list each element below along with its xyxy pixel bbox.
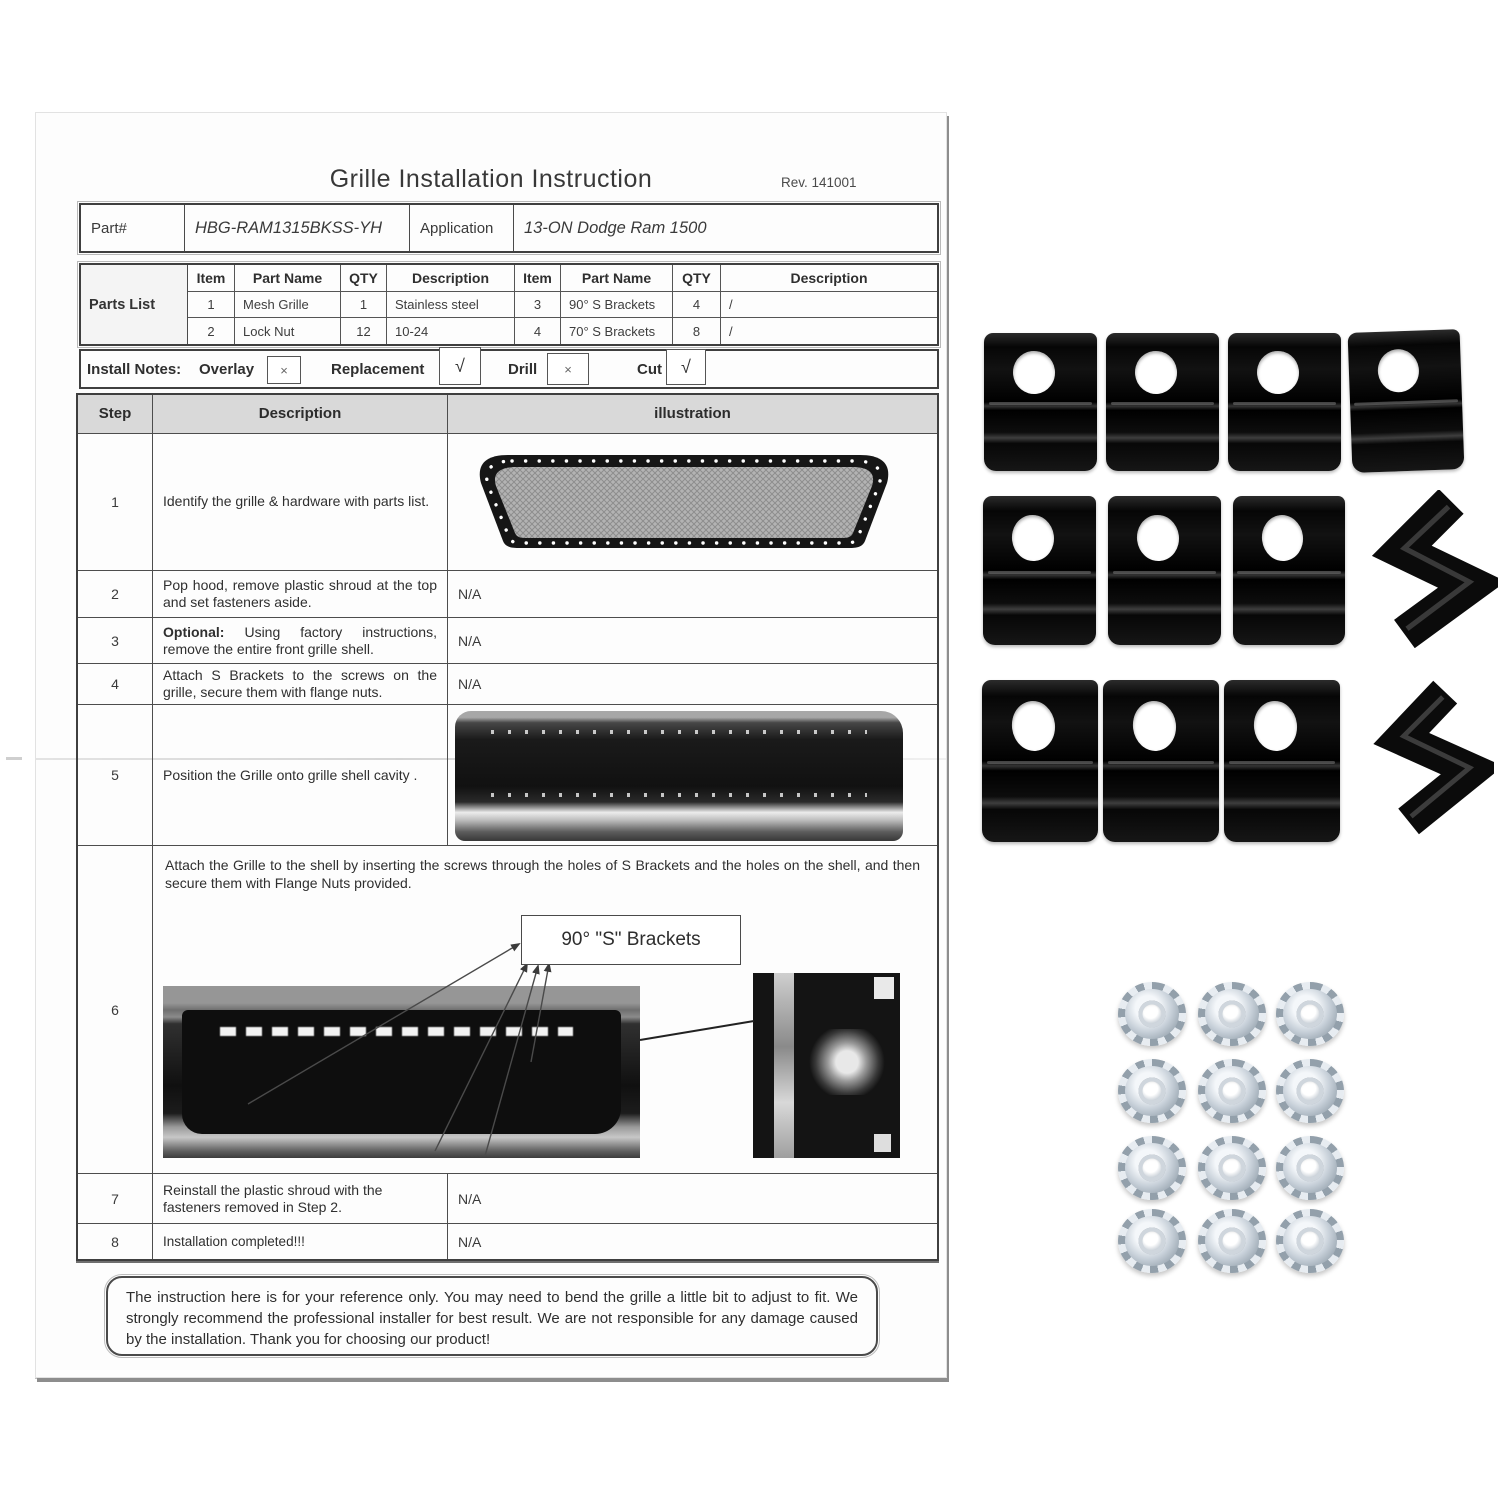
s-bracket-clip — [1103, 680, 1219, 842]
part-qty: 4 — [673, 292, 721, 318]
step-number: 2 — [78, 571, 153, 618]
part-application-table — [79, 203, 939, 253]
bracket-closeup-photo — [753, 973, 900, 1158]
step-illustration — [448, 705, 937, 845]
step-description: Position the Grille onto grille shell cavity . — [153, 705, 448, 845]
step-description: Attach the Grille to the shell by inserting the screws through the holes of S Brackets and the holes on the shell, and then secure them with Flange Nuts provided. — [165, 857, 920, 892]
lock-nut — [1276, 1059, 1344, 1123]
disclaimer-text: The instruction here is for your reference only. You may need to bend the grille a little bit to adjust to fit. We strongly recommend the professional installer for best result. We are not responsible for any damage caused by the installation. Thank you for choosing our product! — [126, 1289, 858, 1348]
replacement-mark: √ — [455, 355, 465, 376]
cut-checkbox — [666, 349, 706, 385]
s-bracket-clip — [984, 333, 1097, 471]
part-name: Lock Nut — [235, 318, 341, 344]
s-bracket-clip — [1233, 496, 1345, 645]
step-description: Pop hood, remove plastic shroud at the top and set fasteners aside. — [153, 571, 448, 618]
lock-nut — [1118, 1209, 1186, 1273]
application-label: Application — [410, 205, 514, 251]
step-number: 8 — [78, 1224, 153, 1259]
revision-label: Rev. 141001 — [781, 175, 857, 190]
part-qty: 12 — [341, 318, 387, 344]
part-number-label: Part# — [81, 205, 185, 251]
steps-header-row — [78, 395, 937, 433]
step-number: 5 — [78, 705, 153, 845]
part-desc: Stainless steel — [387, 292, 515, 318]
install-notes — [79, 349, 939, 389]
lock-nut — [1276, 1209, 1344, 1273]
part-name: 70° S Brackets — [561, 318, 673, 344]
disclaimer-box — [106, 1276, 878, 1356]
s-bracket-clip — [983, 496, 1096, 645]
step-description: Reinstall the plastic shroud with the fasteners removed in Step 2. — [153, 1174, 448, 1223]
item-number: 2 — [188, 318, 235, 344]
s-brackets-callout: 90° "S" Brackets — [521, 915, 741, 965]
lock-nut — [1118, 982, 1186, 1046]
lock-nut — [1276, 1136, 1344, 1200]
step-description: Installation completed!!! — [153, 1224, 448, 1259]
step-row-7 — [78, 1173, 937, 1223]
part-desc: / — [729, 323, 733, 339]
item-number: 3 — [515, 292, 561, 318]
col-description: Description — [387, 265, 515, 291]
step-row-4 — [78, 663, 937, 704]
step-row-6 — [78, 845, 937, 1173]
step-illustration — [448, 434, 937, 570]
steps-table — [76, 393, 939, 1261]
overlay-mark: × — [280, 362, 288, 378]
part-desc: / — [729, 297, 733, 312]
replacement-label: Replacement — [331, 361, 425, 378]
col-item: Item — [188, 265, 235, 291]
lock-nut — [1118, 1136, 1186, 1200]
step-number: 4 — [78, 664, 153, 704]
col-item: Item — [515, 265, 561, 291]
lock-nut — [1198, 982, 1266, 1046]
bracket-install-photo — [163, 986, 640, 1158]
lock-nut — [1198, 1059, 1266, 1123]
paper-crease-tick — [6, 757, 22, 760]
step-illustration-na: N/A — [458, 1190, 482, 1207]
step-description: Attach S Brackets to the screws on the grille, secure them with flange nuts. — [153, 664, 448, 704]
mesh-grille-illustration — [472, 452, 896, 552]
lock-nut — [1276, 982, 1344, 1046]
col-description: Description — [153, 395, 448, 433]
step-row-2 — [78, 570, 937, 618]
replacement-checkbox — [439, 347, 481, 385]
step-row-1 — [78, 433, 937, 570]
s-bracket-clip — [1224, 680, 1340, 842]
part-number-value: HBG-RAM1315BKSS-YH — [185, 205, 410, 251]
parts-list-row — [188, 317, 937, 344]
instruction-sheet — [35, 112, 947, 1378]
overlay-label: Overlay — [199, 361, 255, 378]
s-bracket-clip — [1106, 333, 1219, 471]
step-row-3 — [78, 617, 937, 663]
col-part-name: Part Name — [561, 265, 673, 291]
install-notes-label: Install Notes: — [87, 361, 182, 378]
parts-list-header-row — [188, 265, 937, 291]
step-illustration-na: N/A — [458, 676, 482, 693]
col-part-name: Part Name — [235, 265, 341, 291]
drill-label: Drill — [508, 361, 538, 378]
step-illustration-na: N/A — [458, 586, 482, 603]
step-illustration-na: N/A — [458, 632, 482, 649]
lock-nut — [1198, 1136, 1266, 1200]
drill-checkbox — [547, 353, 589, 385]
page-title: Grille Installation Instruction — [329, 165, 653, 193]
item-number: 4 — [515, 318, 561, 344]
col-description: Description — [790, 269, 868, 286]
lock-nut — [1118, 1059, 1186, 1123]
s-bracket-clip — [1228, 333, 1341, 471]
drill-mark: × — [564, 361, 572, 377]
cut-label: Cut — [637, 361, 662, 378]
cut-mark: √ — [681, 356, 691, 377]
part-name: Mesh Grille — [235, 292, 341, 318]
parts-list-table — [79, 263, 939, 346]
step-description: Identify the grille & hardware with parts list. — [153, 434, 448, 570]
s-bracket-clip — [1348, 329, 1465, 473]
step-illustration-na: N/A — [458, 1233, 482, 1250]
col-step: Step — [78, 395, 153, 433]
lock-nut — [1198, 1209, 1266, 1273]
s-bracket-clip — [982, 680, 1098, 842]
item-number: 1 — [188, 292, 235, 318]
step-number: 3 — [78, 618, 153, 663]
step-number: 1 — [78, 434, 153, 570]
overlay-checkbox — [267, 356, 301, 384]
step-number: 6 — [78, 846, 153, 1173]
col-illustration: illustration — [654, 405, 731, 423]
s-bracket-clip — [1108, 496, 1221, 645]
parts-list-row — [188, 291, 937, 318]
part-name: 90° S Brackets — [561, 292, 673, 318]
col-qty: QTY — [341, 265, 387, 291]
step-6-content — [153, 846, 937, 1173]
parts-list-section-label: Parts List — [81, 265, 188, 344]
s-bracket-side — [1368, 490, 1498, 648]
part-qty: 1 — [341, 292, 387, 318]
col-qty: QTY — [673, 265, 721, 291]
application-value: 13-ON Dodge Ram 1500 — [524, 218, 707, 237]
s-bracket-side — [1372, 668, 1494, 848]
step-description: Optional: Using factory instructions, remove the entire front grille shell. — [153, 618, 448, 663]
step-number: 7 — [78, 1174, 153, 1223]
step-row-8 — [78, 1223, 937, 1259]
part-desc: 10-24 — [387, 318, 515, 344]
grille-shell-photo — [455, 711, 903, 841]
part-qty: 8 — [673, 318, 721, 344]
step-row-5 — [78, 704, 937, 845]
